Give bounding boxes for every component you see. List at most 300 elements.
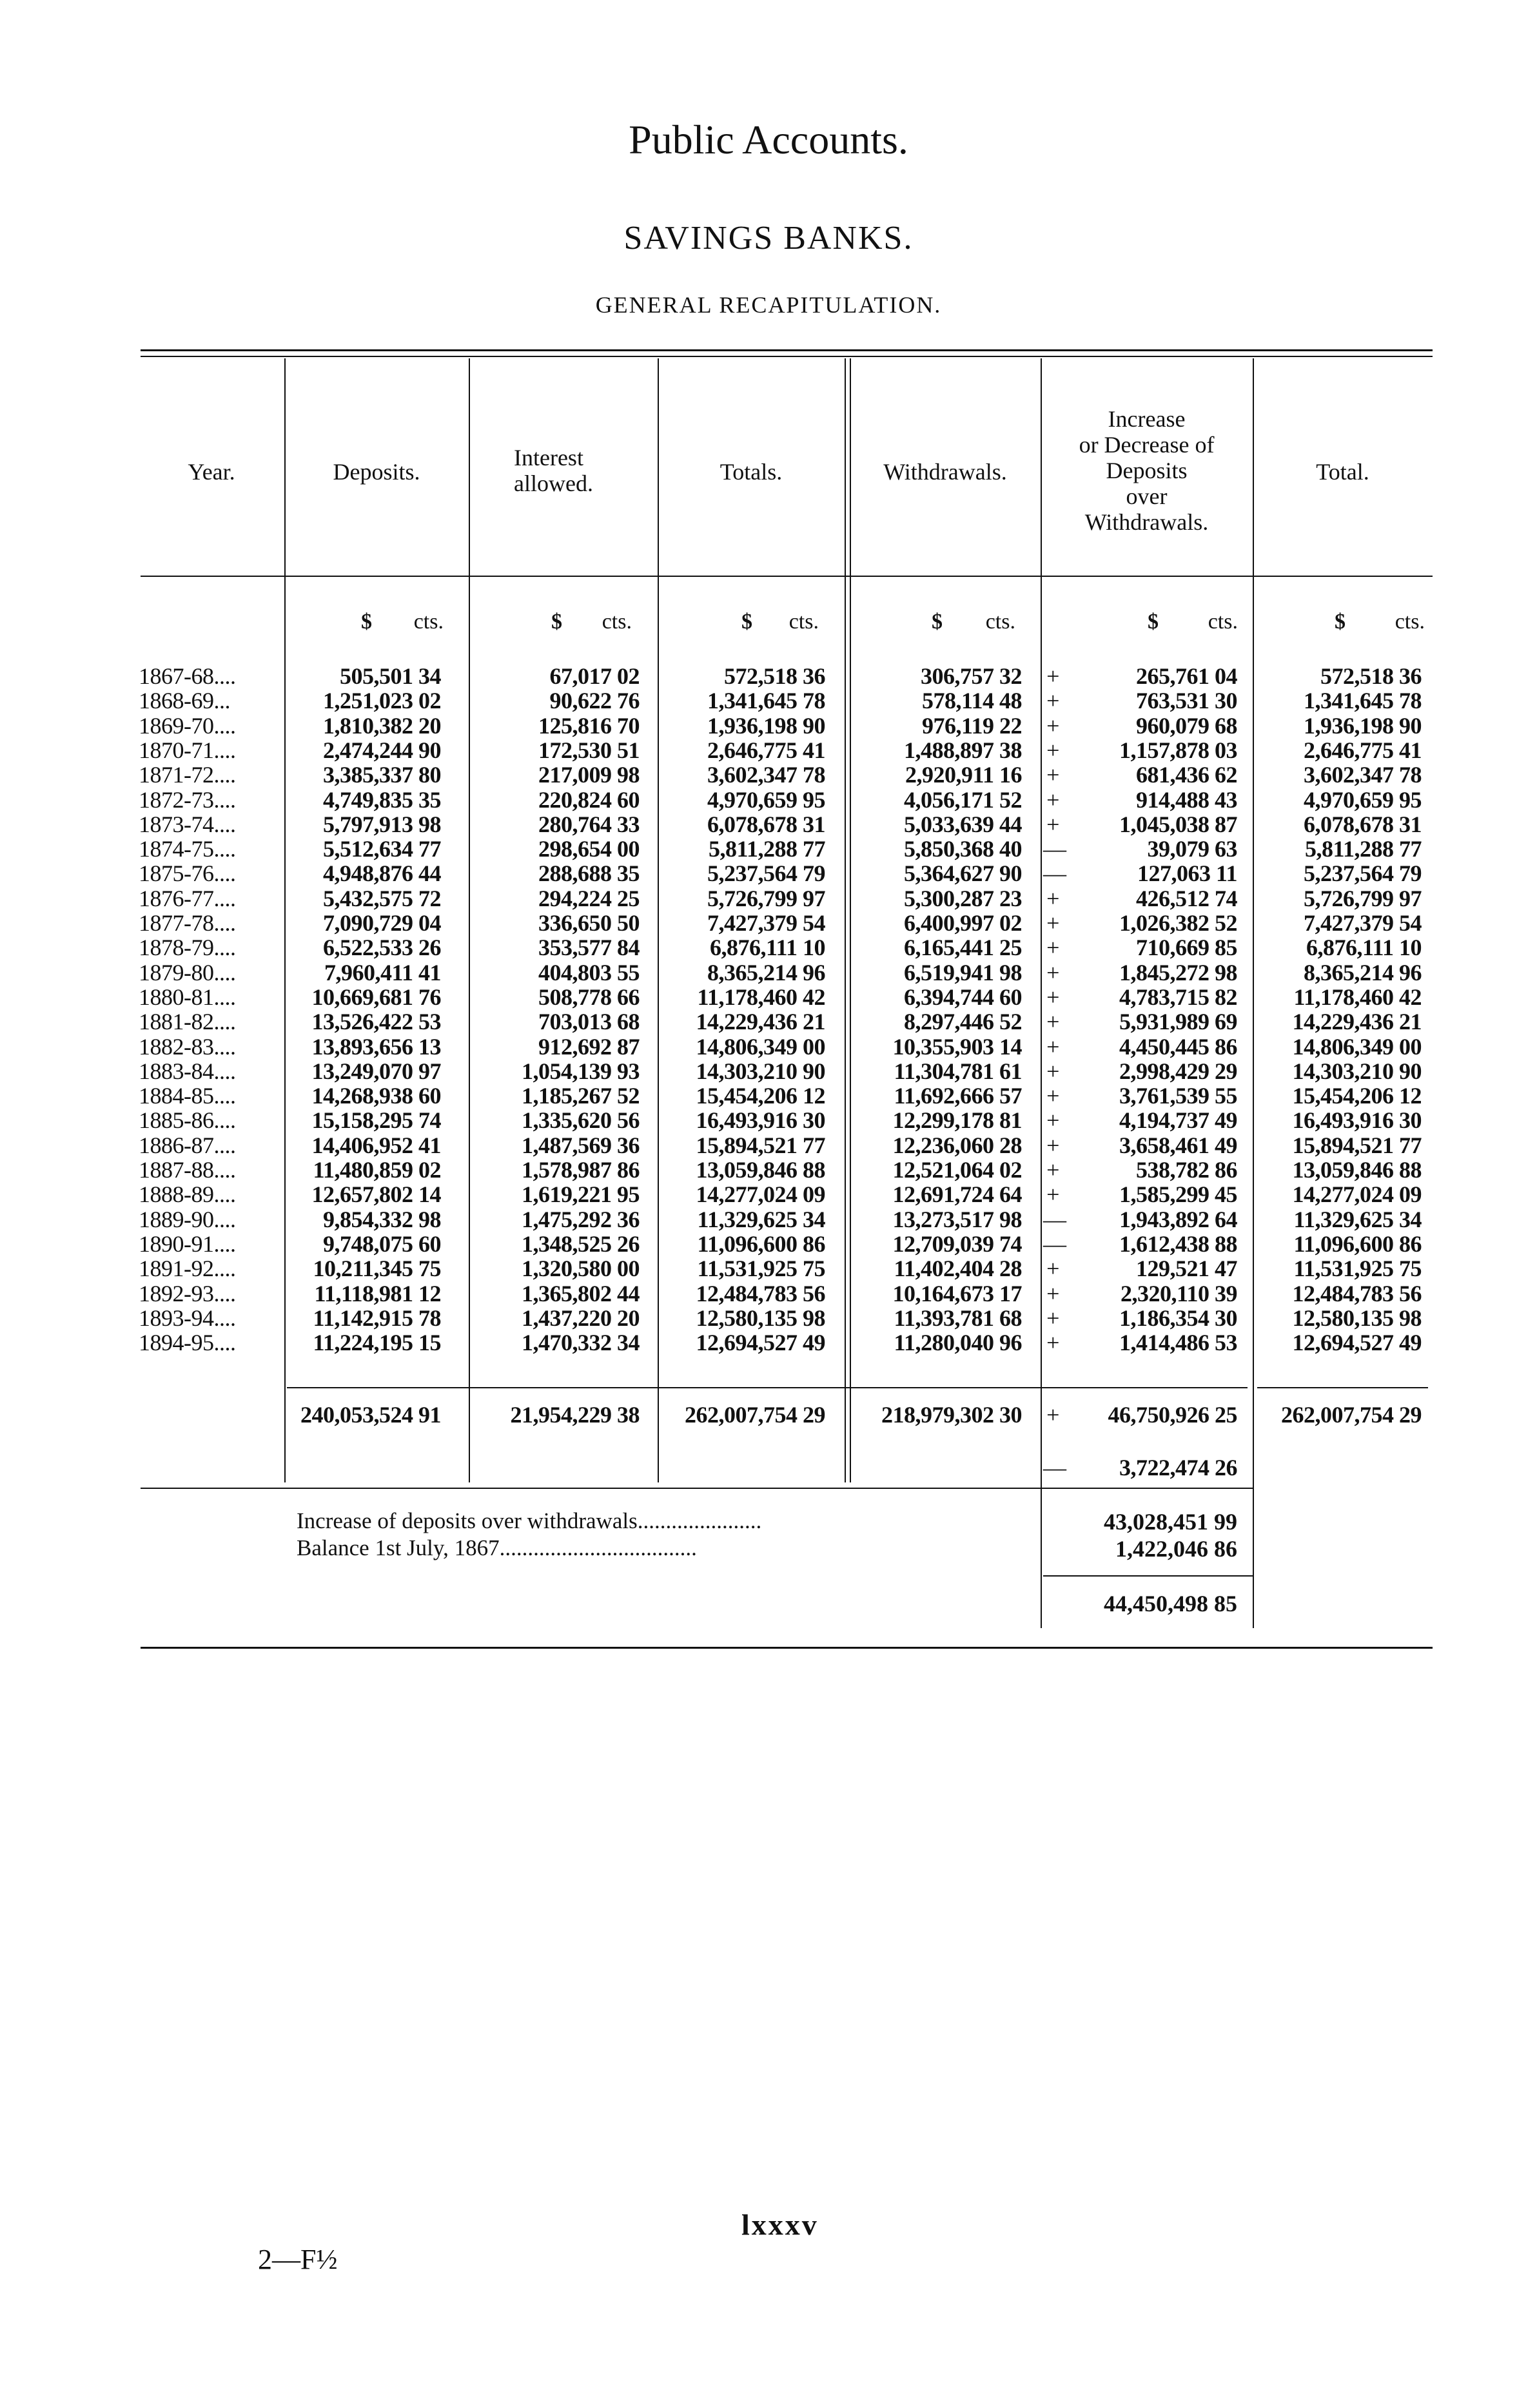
cell-totals: 11,329,625 34 (697, 1206, 825, 1232)
cell-change: 681,436 62 (1136, 762, 1237, 788)
cell-year: 1892-93.... (139, 1280, 236, 1306)
cell-change: 426,512 74 (1136, 885, 1237, 911)
cell-sign: + (1046, 1132, 1059, 1158)
header-increase-line: Deposits (1106, 458, 1188, 483)
cell-totals: 5,811,288 77 (708, 836, 825, 862)
cell-change: 3,761,539 55 (1119, 1083, 1237, 1109)
dollar-label: $ (1148, 610, 1159, 634)
cell-withdrawals: 12,299,178 81 (892, 1107, 1022, 1134)
cell-total: 12,694,527 49 (1292, 1330, 1422, 1356)
cell-change: 4,450,445 86 (1119, 1033, 1237, 1060)
cell-withdrawals: 13,273,517 98 (892, 1206, 1022, 1232)
cell-sign: — (1043, 860, 1066, 887)
header-totals: Totals. (720, 459, 783, 485)
cell-change: 538,782 86 (1136, 1157, 1237, 1183)
cell-total: 13,059,846 88 (1292, 1157, 1422, 1183)
cell-year: 1888-89.... (139, 1181, 236, 1208)
cell-sign: + (1046, 1157, 1059, 1183)
cell-sign: + (1046, 1330, 1059, 1356)
cell-deposits: 11,224,195 15 (313, 1330, 441, 1356)
cell-change: 1,026,382 52 (1119, 910, 1237, 936)
cell-deposits: 3,385,337 80 (323, 762, 441, 788)
cell-interest: 353,577 84 (538, 935, 640, 961)
header-increase (1041, 406, 1253, 535)
cell-interest: 280,764 33 (538, 811, 640, 837)
cell-sign: + (1046, 688, 1059, 714)
table-row (0, 1306, 1537, 1330)
cell-total: 6,078,678 31 (1304, 811, 1422, 837)
section-subtitle: GENERAL RECAPITULATION. (595, 292, 942, 318)
cell-deposits: 4,948,876 44 (323, 860, 441, 887)
cell-deposits: 10,211,345 75 (313, 1256, 441, 1282)
cell-withdrawals: 11,692,666 57 (894, 1083, 1022, 1109)
cell-change: 914,488 43 (1136, 786, 1237, 813)
cell-change: 2,320,110 39 (1120, 1280, 1237, 1306)
cell-deposits: 9,748,075 60 (323, 1230, 441, 1257)
cell-totals: 6,078,678 31 (707, 811, 825, 837)
sum-rule-total (1257, 1387, 1428, 1388)
cell-totals: 12,484,783 56 (696, 1280, 825, 1306)
cell-totals: 14,229,436 21 (696, 1009, 825, 1035)
cell-year: 1869-70.... (139, 712, 236, 739)
cell-deposits: 1,810,382 20 (323, 712, 441, 739)
table-row (0, 837, 1537, 861)
table-row (0, 1256, 1537, 1281)
cell-withdrawals: 6,400,997 02 (904, 910, 1022, 936)
top-rule (141, 349, 1433, 351)
table-row (0, 1034, 1537, 1059)
cell-interest: 404,803 55 (538, 959, 640, 986)
cell-deposits: 13,526,422 53 (311, 1009, 441, 1035)
cell-totals: 3,602,347 78 (707, 762, 825, 788)
cell-sign: + (1046, 1181, 1059, 1208)
cell-total: 2,646,775 41 (1304, 737, 1422, 763)
dollar-label: $ (361, 610, 372, 634)
cell-totals: 12,694,527 49 (696, 1330, 825, 1356)
cell-change: 960,079 68 (1136, 712, 1237, 739)
cell-change: 1,414,486 53 (1119, 1330, 1237, 1356)
cell-total: 14,229,436 21 (1292, 1009, 1422, 1035)
cell-sign: + (1046, 663, 1059, 689)
cell-interest: 288,688 35 (538, 860, 640, 887)
cell-year: 1871-72.... (139, 762, 236, 788)
printer-signature: 2—F½ (258, 2244, 338, 2275)
cell-total: 14,303,210 90 (1292, 1058, 1422, 1084)
dollar-label: $ (1335, 610, 1346, 634)
cell-total: 16,493,916 30 (1292, 1107, 1422, 1134)
cell-sign: + (1046, 1033, 1059, 1060)
cell-withdrawals: 12,691,724 64 (892, 1181, 1022, 1208)
bottom-rule (141, 1647, 1433, 1649)
cell-change: 1,612,438 88 (1119, 1230, 1237, 1257)
cell-deposits: 11,118,981 12 (314, 1280, 441, 1306)
dollar-label: $ (551, 610, 562, 634)
cell-year: 1870-71.... (139, 737, 236, 763)
cell-totals: 12,580,135 98 (696, 1305, 825, 1331)
table-row (0, 788, 1537, 812)
table-row (0, 1108, 1537, 1132)
sum-rule (287, 1387, 1248, 1388)
cell-change: 127,063 11 (1137, 860, 1237, 887)
cell-change: 710,669 85 (1136, 935, 1237, 961)
table-row (0, 985, 1537, 1009)
cell-interest: 1,470,332 34 (522, 1330, 640, 1356)
cell-sign: + (1046, 1256, 1059, 1282)
table-row (0, 886, 1537, 911)
cell-totals: 2,646,775 41 (707, 737, 825, 763)
table-row (0, 812, 1537, 837)
cell-year: 1876-77.... (139, 885, 236, 911)
cell-withdrawals: 5,850,368 40 (904, 836, 1022, 862)
cell-totals: 1,936,198 90 (707, 712, 825, 739)
cell-year: 1894-95.... (139, 1330, 236, 1356)
cell-sign: — (1043, 1206, 1066, 1232)
cell-change: 3,658,461 49 (1119, 1132, 1237, 1158)
header-increase-line: Withdrawals. (1084, 509, 1209, 535)
cell-totals: 5,726,799 97 (707, 885, 825, 911)
cell-change: 129,521 47 (1136, 1256, 1237, 1282)
cell-withdrawals: 306,757 32 (921, 663, 1022, 689)
cell-interest: 1,365,802 44 (522, 1280, 640, 1306)
table-row (0, 1281, 1537, 1306)
cell-interest: 1,335,620 56 (522, 1107, 640, 1134)
cell-deposits: 5,797,913 98 (323, 811, 441, 837)
cell-withdrawals: 12,709,039 74 (892, 1230, 1022, 1257)
cell-sign: + (1046, 1009, 1059, 1035)
decrease-sign: — (1043, 1455, 1066, 1481)
cell-total: 1,341,645 78 (1304, 688, 1422, 714)
header-increase-line: over (1126, 483, 1168, 509)
cell-deposits: 14,406,952 41 (311, 1132, 441, 1158)
cell-totals: 15,894,521 77 (696, 1132, 825, 1158)
cell-year: 1868-69... (139, 688, 230, 714)
table-row (0, 1009, 1537, 1034)
cell-change: 2,998,429 29 (1119, 1058, 1237, 1084)
cell-withdrawals: 5,033,639 44 (904, 811, 1022, 837)
cell-sign: + (1046, 910, 1059, 936)
balance-label: Balance 1st July, 1867................................... (297, 1535, 697, 1560)
cell-change: 5,931,989 69 (1119, 1009, 1237, 1035)
totals-row (0, 1403, 1537, 1427)
table-row (0, 1083, 1537, 1108)
cell-withdrawals: 11,393,781 68 (894, 1305, 1022, 1331)
table-row (0, 1133, 1537, 1158)
section-title: SAVINGS BANKS. (623, 220, 914, 257)
increase-value: 43,028,451 99 (1104, 1509, 1237, 1535)
cell-year: 1867-68.... (139, 663, 236, 689)
dollar-label: $ (741, 610, 752, 634)
cell-year: 1883-84.... (139, 1058, 236, 1084)
cell-totals: 11,096,600 86 (697, 1230, 825, 1257)
table-row (0, 738, 1537, 762)
cell-total: 5,237,564 79 (1304, 860, 1422, 887)
cell-interest: 125,816 70 (538, 712, 640, 739)
cell-total: 14,277,024 09 (1292, 1181, 1422, 1208)
cell-change: 4,194,737 49 (1119, 1107, 1237, 1134)
cell-sign: + (1046, 935, 1059, 961)
top-rule-2 (141, 356, 1433, 357)
cell-interest: 1,487,569 36 (522, 1132, 640, 1158)
cell-total: 4,970,659 95 (1304, 786, 1422, 813)
cell-withdrawals: 6,519,941 98 (904, 959, 1022, 986)
total-deposits: 240,053,524 91 (300, 1402, 441, 1428)
cell-deposits: 4,749,835 35 (323, 786, 441, 813)
cell-interest: 1,578,987 86 (522, 1157, 640, 1183)
cell-year: 1872-73.... (139, 786, 236, 813)
cell-deposits: 13,893,656 13 (311, 1033, 441, 1060)
cell-year: 1890-91.... (139, 1230, 236, 1257)
cell-total: 1,936,198 90 (1304, 712, 1422, 739)
cell-year: 1875-76.... (139, 860, 236, 887)
cell-interest: 508,778 66 (538, 984, 640, 1010)
cell-deposits: 2,474,244 90 (323, 737, 441, 763)
cell-total: 11,178,460 42 (1293, 984, 1422, 1010)
cell-totals: 13,059,846 88 (696, 1157, 825, 1183)
cell-sign: + (1046, 1107, 1059, 1134)
cents-label: cts. (413, 610, 444, 634)
cell-sign: + (1046, 984, 1059, 1010)
cell-deposits: 15,158,295 74 (311, 1107, 441, 1134)
cell-sign: + (1046, 737, 1059, 763)
cell-withdrawals: 4,056,171 52 (904, 786, 1022, 813)
cell-interest: 1,437,220 20 (522, 1305, 640, 1331)
cell-totals: 11,178,460 42 (697, 984, 825, 1010)
cell-deposits: 12,657,802 14 (311, 1181, 441, 1208)
cell-total: 11,096,600 86 (1293, 1230, 1422, 1257)
cell-interest: 217,009 98 (538, 762, 640, 788)
cents-label: cts. (788, 610, 819, 634)
cell-interest: 1,348,525 26 (522, 1230, 640, 1257)
table-row (0, 1330, 1537, 1355)
cell-interest: 1,475,292 36 (522, 1206, 640, 1232)
cell-change: 763,531 30 (1136, 688, 1237, 714)
cell-deposits: 505,501 34 (340, 663, 441, 689)
cell-deposits: 14,268,938 60 (311, 1083, 441, 1109)
table-row (0, 688, 1537, 713)
cell-totals: 15,454,206 12 (696, 1083, 825, 1109)
cell-change: 1,943,892 64 (1119, 1206, 1237, 1232)
cell-withdrawals: 11,304,781 61 (894, 1058, 1022, 1084)
cell-year: 1887-88.... (139, 1157, 236, 1183)
table-row (0, 935, 1537, 960)
cell-interest: 1,320,580 00 (522, 1256, 640, 1282)
cents-label: cts. (1208, 610, 1238, 634)
cell-year: 1879-80.... (139, 959, 236, 986)
cell-sign: + (1046, 1083, 1059, 1109)
total-total: 262,007,754 29 (1281, 1402, 1422, 1428)
cell-totals: 7,427,379 54 (707, 910, 825, 936)
cell-deposits: 1,251,023 02 (323, 688, 441, 714)
cell-change: 39,079 63 (1147, 836, 1237, 862)
cell-deposits: 6,522,533 26 (323, 935, 441, 961)
cell-interest: 294,224 25 (538, 885, 640, 911)
cell-withdrawals: 12,236,060 28 (892, 1132, 1022, 1158)
cell-change: 4,783,715 82 (1119, 984, 1237, 1010)
summary-rule (141, 1488, 1253, 1489)
header-interest-line: allowed. (514, 471, 593, 496)
cell-total: 3,602,347 78 (1304, 762, 1422, 788)
header-increase-line: Increase (1108, 406, 1186, 432)
cell-interest: 912,692 87 (538, 1033, 640, 1060)
table-row (0, 960, 1537, 985)
cell-withdrawals: 10,355,903 14 (892, 1033, 1022, 1060)
cell-interest: 703,013 68 (538, 1009, 640, 1035)
cell-deposits: 7,960,411 41 (324, 959, 441, 986)
cell-withdrawals: 11,280,040 96 (894, 1330, 1022, 1356)
cell-totals: 16,493,916 30 (696, 1107, 825, 1134)
cell-deposits: 7,090,729 04 (323, 910, 441, 936)
table-row (0, 714, 1537, 738)
cell-sign: + (1046, 811, 1059, 837)
header-rule (141, 576, 1433, 577)
cell-withdrawals: 578,114 48 (921, 688, 1022, 714)
cell-totals: 572,518 36 (724, 663, 825, 689)
cell-year: 1881-82.... (139, 1009, 236, 1035)
cell-deposits: 5,512,634 77 (323, 836, 441, 862)
cell-interest: 172,530 51 (538, 737, 640, 763)
cell-totals: 5,237,564 79 (707, 860, 825, 887)
cell-withdrawals: 12,521,064 02 (892, 1157, 1022, 1183)
cell-year: 1873-74.... (139, 811, 236, 837)
cell-totals: 6,876,111 10 (709, 935, 825, 961)
cents-label: cts. (1395, 610, 1425, 634)
header-withdrawals: Withdrawals. (883, 459, 1007, 485)
cell-withdrawals: 8,297,446 52 (904, 1009, 1022, 1035)
cell-sign: + (1046, 959, 1059, 986)
grand-total: 44,450,498 85 (1104, 1591, 1237, 1617)
cell-change: 1,157,878 03 (1119, 737, 1237, 763)
cell-year: 1877-78.... (139, 910, 236, 936)
cell-deposits: 10,669,681 76 (311, 984, 441, 1010)
table-row (0, 911, 1537, 935)
cell-year: 1880-81.... (139, 984, 236, 1010)
cell-interest: 298,654 00 (538, 836, 640, 862)
cell-interest: 1,185,267 52 (522, 1083, 640, 1109)
header-interest-line: Interest (514, 445, 583, 471)
total-change: 46,750,926 25 (1108, 1402, 1237, 1428)
cell-year: 1886-87.... (139, 1132, 236, 1158)
table-row (0, 664, 1537, 688)
decrease-row (0, 1455, 1537, 1480)
cell-change: 1,845,272 98 (1119, 959, 1237, 986)
cell-totals: 8,365,214 96 (707, 959, 825, 986)
cell-totals: 14,303,210 90 (696, 1058, 825, 1084)
cell-sign: + (1046, 786, 1059, 813)
cell-total: 11,329,625 34 (1293, 1206, 1422, 1232)
cell-sign: + (1046, 762, 1059, 788)
table-row (0, 1059, 1537, 1083)
cell-withdrawals: 976,119 22 (921, 712, 1022, 739)
cell-deposits: 13,249,070 97 (311, 1058, 441, 1084)
table-row (0, 1182, 1537, 1207)
decrease-total: 3,722,474 26 (1119, 1455, 1237, 1481)
cell-withdrawals: 6,165,441 25 (904, 935, 1022, 961)
cell-total: 572,518 36 (1320, 663, 1422, 689)
cell-interest: 1,619,221 95 (522, 1181, 640, 1208)
cell-change: 265,761 04 (1136, 663, 1237, 689)
header-interest (469, 445, 658, 496)
cell-year: 1878-79.... (139, 935, 236, 961)
cell-withdrawals: 5,364,627 90 (904, 860, 1022, 887)
balance-rule (1043, 1575, 1253, 1577)
cell-totals: 11,531,925 75 (697, 1256, 825, 1282)
cell-withdrawals: 10,164,673 17 (892, 1280, 1022, 1306)
cell-interest: 1,054,139 93 (522, 1058, 640, 1084)
cell-sign: — (1043, 1230, 1066, 1257)
table-row (0, 762, 1537, 787)
cell-year: 1889-90.... (139, 1206, 236, 1232)
cell-change: 1,045,038 87 (1119, 811, 1237, 837)
cents-label: cts. (985, 610, 1015, 634)
cell-totals: 14,806,349 00 (696, 1033, 825, 1060)
header-total: Total. (1316, 459, 1369, 485)
cell-total: 14,806,349 00 (1292, 1033, 1422, 1060)
table-row (0, 861, 1537, 886)
cell-year: 1884-85.... (139, 1083, 236, 1109)
cell-change: 1,186,354 30 (1119, 1305, 1237, 1331)
cell-sign: + (1046, 1305, 1059, 1331)
cell-year: 1891-92.... (139, 1256, 236, 1282)
cell-total: 15,894,521 77 (1292, 1132, 1422, 1158)
cell-total: 6,876,111 10 (1306, 935, 1422, 961)
cell-withdrawals: 1,488,897 38 (904, 737, 1022, 763)
increase-label: Increase of deposits over withdrawals...................... (297, 1508, 762, 1533)
cell-total: 5,811,288 77 (1304, 836, 1422, 862)
table-row (0, 1158, 1537, 1182)
table-row (0, 1232, 1537, 1256)
dollar-label: $ (932, 610, 943, 634)
table-row (0, 1207, 1537, 1232)
cell-sign: + (1046, 885, 1059, 911)
cell-total: 15,454,206 12 (1292, 1083, 1422, 1109)
cell-interest: 220,824 60 (538, 786, 640, 813)
cell-change: 1,585,299 45 (1119, 1181, 1237, 1208)
header-increase-line: or Decrease of (1079, 432, 1215, 458)
cell-sign: + (1046, 1280, 1059, 1306)
cell-sign: + (1046, 712, 1059, 739)
cell-totals: 4,970,659 95 (707, 786, 825, 813)
cell-year: 1874-75.... (139, 836, 236, 862)
cell-total: 12,580,135 98 (1292, 1305, 1422, 1331)
cell-withdrawals: 11,402,404 28 (894, 1256, 1022, 1282)
total-sign: + (1046, 1402, 1059, 1428)
cell-sign: — (1043, 836, 1066, 862)
header-year: Year. (188, 459, 235, 485)
cell-withdrawals: 2,920,911 16 (905, 762, 1022, 788)
page-title: Public Accounts. (629, 117, 908, 162)
cell-year: 1885-86.... (139, 1107, 236, 1134)
cell-deposits: 11,480,859 02 (313, 1157, 441, 1183)
cell-interest: 336,650 50 (538, 910, 640, 936)
cell-sign: + (1046, 1058, 1059, 1084)
cell-withdrawals: 6,394,744 60 (904, 984, 1022, 1010)
cell-total: 8,365,214 96 (1304, 959, 1422, 986)
cell-totals: 14,277,024 09 (696, 1181, 825, 1208)
balance-value: 1,422,046 86 (1115, 1536, 1237, 1562)
total-withdrawals: 218,979,302 30 (881, 1402, 1022, 1428)
cell-total: 12,484,783 56 (1292, 1280, 1422, 1306)
cell-year: 1882-83.... (139, 1033, 236, 1060)
cell-deposits: 5,432,575 72 (323, 885, 441, 911)
cell-year: 1893-94.... (139, 1305, 236, 1331)
cell-total: 5,726,799 97 (1304, 885, 1422, 911)
total-totals: 262,007,754 29 (685, 1402, 825, 1428)
cell-interest: 67,017 02 (549, 663, 640, 689)
cell-total: 11,531,925 75 (1293, 1256, 1422, 1282)
cell-total: 7,427,379 54 (1304, 910, 1422, 936)
total-interest: 21,954,229 38 (510, 1402, 640, 1428)
cell-deposits: 11,142,915 78 (313, 1305, 441, 1331)
